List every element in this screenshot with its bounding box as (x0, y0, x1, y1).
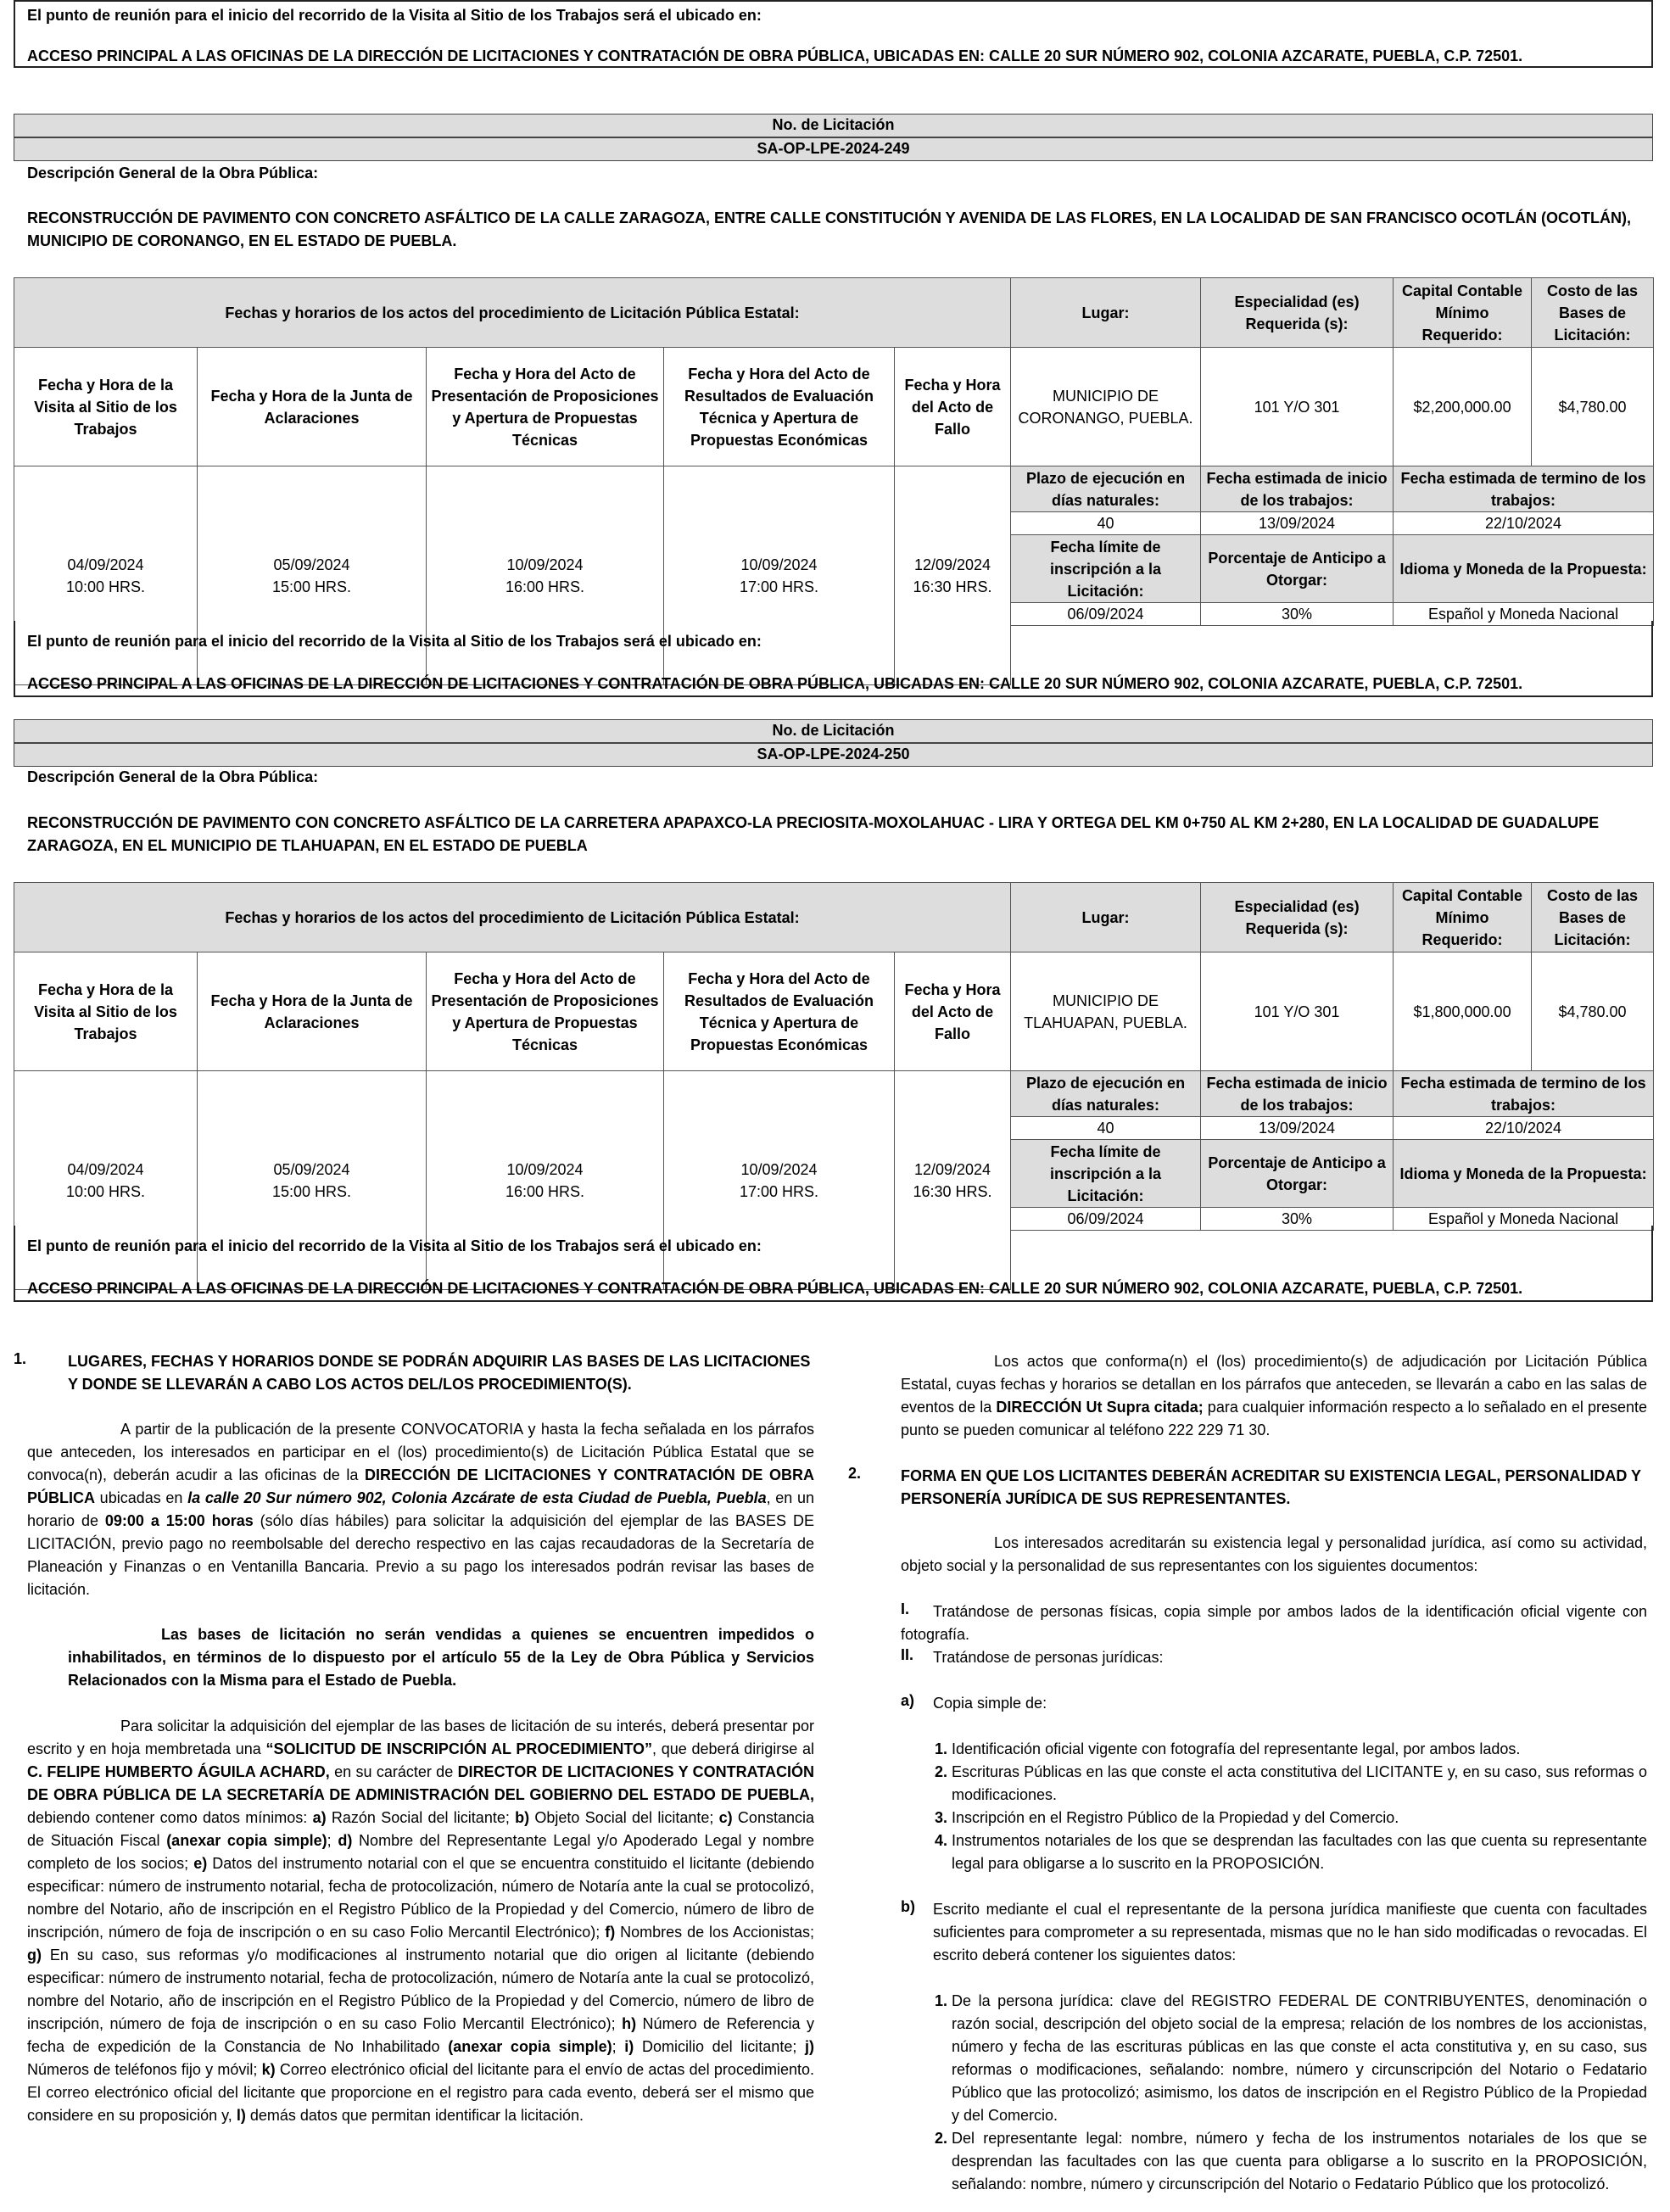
text-run-bold: DIRECCIÓN Ut Supra citada; (996, 1399, 1204, 1416)
text-run-bold: DIRECCIÓN DE LICITACIONES Y CONTRATACIÓN DE OBRA PÚBLICA (27, 1466, 814, 1506)
especialidad-value: 101 Y/O 301 (1201, 952, 1394, 1071)
section-1-number: 1. (14, 1350, 27, 1367)
meeting-address: ACCESO PRINCIPAL A LAS OFICINAS DE LA DIRECCIÓN DE LICITACIONES Y CONTRATACIÓN DE OBRA PÚBLICA, UBICADAS EN: CALLE 20 SUR NÚMERO 902, COLONIA AZCARATE, PUEBLA, C.P. 72501. (27, 1280, 1523, 1297)
section-1-paragraph-3 (27, 1715, 814, 2127)
text-run: en su carácter de (329, 1763, 458, 1780)
plazo-value: 40 (1011, 1117, 1201, 1140)
presentacion-header: Fecha y Hora del Acto de Presentación de Proposiciones y Apertura de Propuestas Técnicas (427, 348, 664, 466)
text-run: Domicilio del licitante; (634, 2038, 805, 2055)
a-text: Copia simple de: (933, 1695, 1047, 1712)
text-run-bold: b) (515, 1809, 530, 1826)
text-run: ubicadas en (95, 1489, 188, 1506)
costo-header: Costo de las Bases de Licitación: (1532, 278, 1654, 348)
text-run-bold: k) (261, 2061, 276, 2078)
text-run-bold: h) (622, 2015, 637, 2032)
roman-mark-2: II. (901, 1646, 914, 1663)
text-run-bold: “SOLICITUD DE INSCRIPCIÓN AL PROCEDIMIENTO” (265, 1740, 653, 1757)
b-list (931, 1990, 1647, 2196)
list-item: 4. Instrumentos notariales de los que se desprendan las facultades con las que cuenta su representante legal para obligarse a lo suscrito en la PROPOSICIÓN. (952, 1829, 1647, 1875)
text-run: Números de teléfonos fijo y móvil; (27, 2061, 262, 2078)
junta-header: Fecha y Hora de la Junta de Aclaraciones (198, 348, 427, 466)
junta-hora: 15:00 HRS. (271, 578, 352, 595)
text-run: Número de Referencia y fecha de expedición de la Constancia de No Inhabilitado (27, 2015, 814, 2055)
text-run-bold: (anexar copia simple) (166, 1832, 327, 1849)
meeting-address: ACCESO PRINCIPAL A LAS OFICINAS DE LA DIRECCIÓN DE LICITACIONES Y CONTRATACIÓN DE OBRA PÚBLICA, UBICADAS EN: CALLE 20 SUR NÚMERO 902, COLONIA AZCARATE, PUEBLA, C.P. 72501. (27, 675, 1523, 692)
limite-header: Fecha límite de inscripción a la Licitación: (1011, 1140, 1201, 1208)
fallo-fecha: 12/09/2024 (913, 1160, 991, 1178)
resultados-header: Fecha y Hora del Acto de Resultados de Evaluación Técnica y Apertura de Propuestas Económicas (664, 348, 895, 466)
text-run: Correo electrónico oficial del licitante para el envío de actas del procedimiento. El correo electrónico oficial del licitante que proporcione en el registro para cada evento, deberá ser el mismo que considere en su proposición y, (27, 2061, 814, 2124)
text-run: A partir de la publicación de la presente CONVOCATORIA y hasta la fecha señalada en los párrafos que anteceden, los interesados en participar en el (los) procedimiento(s) de Licitación Pública Estatal que se convoca(n), deberán acudir a las oficinas de la (27, 1421, 814, 1483)
b-mark: b) (901, 1898, 915, 1915)
text-run-bold-italic: la calle 20 Sur número 902, Colonia Azcárate de esta Ciudad de Puebla, Puebla (187, 1489, 767, 1506)
text-run: Nombres de los Accionistas; (615, 1924, 814, 1941)
anticipo-value: 30% (1201, 603, 1394, 626)
roman-text-1: Tratándose de personas físicas, copia simple por ambos lados de la identificación oficial vigente con fotografía. (901, 1603, 1647, 1643)
meeting-label: El punto de reunión para el inicio del recorrido de la Visita al Sitio de los Trabajos será el ubicado en: (27, 7, 762, 24)
capital-value: $2,200,000.00 (1394, 348, 1532, 466)
presentacion-hora: 16:00 HRS. (505, 578, 585, 595)
lugar-value: MUNICIPIO DE TLAHUAPAN, PUEBLA. (1011, 952, 1201, 1071)
text-run: debiendo contener como datos mínimos: (27, 1809, 313, 1826)
list-item: 1. Identificación oficial vigente con fotografía del representante legal, por ambos lados. (952, 1738, 1647, 1761)
visita-header: Fecha y Hora de la Visita al Sitio de los Trabajos (14, 952, 198, 1071)
text-run: Datos del instrumento notarial con el que se encuentra constituido el licitante (debiendo especificar: número de instrumento notarial, fecha de protocolización, número de Notaría ante la cual se protocolizó, nombre del Notario, año de inscripción en el Registro Público de la Propiedad y del Comercio, número de libro de inscripción, número de foja de inscripción o en su caso Folio Mercantil Electrónico); (27, 1855, 814, 1941)
b-text: Escrito mediante el cual el representante de la persona jurídica manifieste que cuenta con facultades suficientes para comprometer a su representada, mismas que no le han sido modificadas o revocadas. El escrito deberá contener los siguientes datos: (933, 1901, 1647, 1963)
text-run: Para solicitar la adquisición del ejemplar de las bases de licitación de su interés, deberá presentar por escrito y en hoja membretada una (27, 1718, 814, 1757)
text-run: Constancia de Situación Fiscal (27, 1809, 814, 1849)
text-run: Objeto Social del licitante; (529, 1809, 719, 1826)
section-2-intro: Los interesados acreditarán su existencia legal y personalidad jurídica, así como su actividad, objeto social y la personalidad de sus representantes con los siguientes documentos: (901, 1534, 1647, 1574)
fallo-header: Fecha y Hora del Acto de Fallo (895, 348, 1011, 466)
lugar-header: Lugar: (1011, 883, 1201, 952)
idioma-header: Idioma y Moneda de la Propuesta: (1394, 535, 1654, 603)
a-mark: a) (901, 1692, 915, 1709)
capital-header: Capital Contable Mínimo Requerido: (1394, 883, 1532, 952)
section-1-title: LUGARES, FECHAS Y HORARIOS DONDE SE PODRÁN ADQUIRIR LAS BASES DE LAS LICITACIONES Y DONDE SE LLEVARÁN A CABO LOS ACTOS DEL/LOS PROCEDIMIENTO(S). (68, 1353, 811, 1393)
meeting-label: El punto de reunión para el inicio del recorrido de la Visita al Sitio de los Trabajos será el ubicado en: (27, 1237, 762, 1254)
presentacion-hora: 16:00 HRS. (505, 1182, 585, 1200)
termino-value: 22/10/2024 (1394, 1117, 1654, 1140)
text-run-bold: j) (805, 2038, 814, 2055)
fechas-header: Fechas y horarios de los actos del procedimiento de Licitación Pública Estatal: (14, 278, 1011, 348)
resultados-fecha: 10/09/2024 (740, 556, 818, 573)
junta-fecha: 05/09/2024 (273, 1160, 350, 1178)
obra-description: RECONSTRUCCIÓN DE PAVIMENTO CON CONCRETO ASFÁLTICO DE LA CALLE ZARAGOZA, ENTRE CALLE CONSTITUCIÓN Y AVENIDA DE LAS FLORES, EN LA LOCALIDAD DE SAN FRANCISCO OCOTLÁN (OCOTLÁN), MUNICIPIO DE CORONANGO, EN EL ESTADO DE PUEBLA. (27, 209, 1632, 249)
fechas-header: Fechas y horarios de los actos del procedimiento de Licitación Pública Estatal: (14, 883, 1011, 952)
presentacion-fecha: 10/09/2024 (506, 1160, 584, 1178)
roman-text-2: Tratándose de personas jurídicas: (933, 1649, 1164, 1666)
termino-header: Fecha estimada de termino de los trabajos: (1394, 466, 1654, 512)
text-run: Los actos que conforma(n) el (los) procedimiento(s) de adjudicación por Licitación Pública Estatal, cuyas fechas y horarios se detallan en los párrafos que anteceden, se llevarán a cabo en las salas de eventos de la (901, 1353, 1647, 1416)
section-2-number: 2. (848, 1465, 862, 1482)
especialidad-header: Especialidad (es) Requerida (s): (1201, 883, 1394, 952)
a-list (931, 1738, 1647, 1875)
section-2-title: FORMA EN QUE LOS LICITANTES DEBERÁN ACREDITAR SU EXISTENCIA LEGAL, PERSONALIDAD Y PERSONERÍA JURÍDICA DE SUS REPRESENTANTES. (901, 1467, 1641, 1507)
visita-hora: 10:00 HRS. (65, 578, 146, 595)
plazo-value: 40 (1011, 512, 1201, 535)
resultados-hora: 17:00 HRS. (739, 1182, 819, 1200)
meeting-box-2 (14, 1226, 1653, 1302)
descripcion-label: Descripción General de la Obra Pública: (27, 768, 319, 785)
text-run-bold: c) (718, 1809, 733, 1826)
anticipo-header: Porcentaje de Anticipo a Otorgar: (1201, 1140, 1394, 1208)
especialidad-value: 101 Y/O 301 (1201, 348, 1394, 466)
idioma-header: Idioma y Moneda de la Propuesta: (1394, 1140, 1654, 1208)
idioma-value: Español y Moneda Nacional (1394, 603, 1654, 626)
costo-header: Costo de las Bases de Licitación: (1532, 883, 1654, 952)
text-run-bold: i) (624, 2038, 634, 2055)
text-run: En su caso, sus reformas y/o modificaciones al instrumento notarial que dio origen al licitante (debiendo especificar: número de instrumento notarial, fecha de protocolización, número de Notaría ante la cual se protocolizó, nombre del Notario, año de inscripción en el Registro Público de la Propiedad y del Comercio, número de libro de inscripción, número de foja de inscripción o en su caso Folio Mercantil Electrónico); (27, 1947, 814, 2032)
text-run-bold: C. FELIPE HUMBERTO ÁGUILA ACHARD, (27, 1763, 330, 1780)
especialidad-header: Especialidad (es) Requerida (s): (1201, 278, 1394, 348)
text-run: para cualquier información respecto a lo señalado en el presente punto se pueden comunicar al teléfono 222 229 71 30. (901, 1399, 1648, 1438)
meeting-label: El punto de reunión para el inicio del recorrido de la Visita al Sitio de los Trabajos será el ubicado en: (27, 633, 762, 650)
licitacion-number-bar: SA-OP-LPE-2024-250 (14, 743, 1653, 767)
text-run: (sólo días hábiles) para solicitar la adquisición del ejemplar de las BASES DE LICITACIÓN, previo pago no reembolsable del derecho respectivo en las cajas recaudadoras de la Secretaría de Planeación y Finanzas o en Ventanilla Bancaria. Previo a su pago los interesados podrán revisar las bases de licitación. (27, 1512, 814, 1598)
text-run-bold: 09:00 a 15:00 horas (104, 1512, 254, 1529)
section-1-paragraph-2: Las bases de licitación no serán vendidas a quienes se encuentren impedidos o inhabilitados, en términos de lo dispuesto por el artículo 55 de la Ley de Obra Pública y Servicios Relacionados con la Misma para el Estado de Puebla. (68, 1626, 814, 1689)
lugar-value: MUNICIPIO DE CORONANGO, PUEBLA. (1011, 348, 1201, 466)
inicio-value: 13/09/2024 (1201, 512, 1394, 535)
descripcion-label: Descripción General de la Obra Pública: (27, 165, 319, 182)
inicio-header: Fecha estimada de inicio de los trabajos: (1201, 1071, 1394, 1117)
list-item: 3. Inscripción en el Registro Público de la Propiedad y del Comercio. (952, 1807, 1647, 1829)
inicio-header: Fecha estimada de inicio de los trabajos: (1201, 466, 1394, 512)
text-run-bold: l) (236, 2107, 246, 2124)
text-run: ; (327, 1832, 338, 1849)
text-run: , en un horario de (27, 1489, 815, 1529)
fallo-hora: 16:30 HRS. (913, 578, 992, 595)
roman-mark-1: I. (901, 1600, 910, 1617)
text-run-bold: (anexar copia simple) (448, 2038, 612, 2055)
lugar-header: Lugar: (1011, 278, 1201, 348)
termino-header: Fecha estimada de termino de los trabajos: (1394, 1071, 1654, 1117)
licitacion-number-bar: SA-OP-LPE-2024-249 (14, 137, 1653, 161)
list-item: 2. Escrituras Públicas en las que conste el acta constitutiva del LICITANTE y, en su caso, sus reformas o modificaciones. (952, 1761, 1647, 1807)
text-run: , que deberá dirigirse al (652, 1740, 814, 1757)
costo-value: $4,780.00 (1532, 952, 1654, 1071)
obra-description: RECONSTRUCCIÓN DE PAVIMENTO CON CONCRETO ASFÁLTICO DE LA CARRETERA APAPAXCO-LA PRECIOSITA-MOXOLAHUAC - LIRA Y ORTEGA DEL KM 0+750 AL KM 2+280, EN LA LOCALIDAD DE GUADALUPE ZARAGOZA, EN EL MUNICIPIO DE TLAHUAPAN, EN EL ESTADO DE PUEBLA (27, 814, 1600, 854)
plazo-header: Plazo de ejecución en días naturales: (1011, 1071, 1201, 1117)
meeting-address: ACCESO PRINCIPAL A LAS OFICINAS DE LA DIRECCIÓN DE LICITACIONES Y CONTRATACIÓN DE OBRA PÚBLICA, UBICADAS EN: CALLE 20 SUR NÚMERO 902, COLONIA AZCARATE, PUEBLA, C.P. 72501. (27, 47, 1523, 64)
capital-header: Capital Contable Mínimo Requerido: (1394, 278, 1532, 348)
text-run-bold: a) (312, 1809, 327, 1826)
fallo-header: Fecha y Hora del Acto de Fallo (895, 952, 1011, 1071)
limite-value: 06/09/2024 (1011, 1208, 1201, 1231)
junta-fecha: 05/09/2024 (273, 556, 350, 573)
text-run: Razón Social del licitante; (326, 1809, 516, 1826)
list-item: 1. De la persona jurídica: clave del REGISTRO FEDERAL DE CONTRIBUYENTES, denominación o razón social, descripción del objeto social de la empresa; relación de los nombres de los accionistas, número y fecha de las escrituras públicas en las que conste el acta constitutiva y, en su caso, sus reformas o modificaciones, señalando: nombre, número y circunscripción del Notario o Fedatario Público que las protocolizó; asimismo, los datos de inscripción en el Registro Público de la Propiedad y del Comercio. (952, 1990, 1647, 2127)
text-run: Nombre del Representante Legal y/o Apoderado Legal y nombre completo de los socios; (27, 1832, 814, 1872)
inicio-value: 13/09/2024 (1201, 1117, 1394, 1140)
text-run-bold: e) (193, 1855, 208, 1872)
text-run: ; (612, 2038, 625, 2055)
section-1-paragraph-1 (27, 1418, 814, 1601)
junta-hora: 15:00 HRS. (271, 1182, 352, 1200)
resultados-fecha: 10/09/2024 (740, 1160, 818, 1178)
capital-value: $1,800,000.00 (1394, 952, 1532, 1071)
resultados-header: Fecha y Hora del Acto de Resultados de Evaluación Técnica y Apertura de Propuestas Económicas (664, 952, 895, 1071)
visita-hora: 10:00 HRS. (65, 1182, 146, 1200)
presentacion-header: Fecha y Hora del Acto de Presentación de Proposiciones y Apertura de Propuestas Técnicas (427, 952, 664, 1071)
text-run-bold: f) (605, 1924, 616, 1941)
idioma-value: Español y Moneda Nacional (1394, 1208, 1654, 1231)
termino-value: 22/10/2024 (1394, 512, 1654, 535)
anticipo-header: Porcentaje de Anticipo a Otorgar: (1201, 535, 1394, 603)
meeting-box-1 (14, 621, 1653, 697)
presentacion-fecha: 10/09/2024 (506, 556, 584, 573)
text-run-bold: d) (338, 1832, 353, 1849)
resultados-hora: 17:00 HRS. (739, 578, 819, 595)
plazo-header: Plazo de ejecución en días naturales: (1011, 466, 1201, 512)
visita-fecha: 04/09/2024 (67, 556, 144, 573)
costo-value: $4,780.00 (1532, 348, 1654, 466)
licitacion-label-bar: No. de Licitación (14, 719, 1653, 743)
list-item: 2. Del representante legal: nombre, número y fecha de los instrumentos notariales de los que se desprendan las facultades con las que cuenta para obligarse a lo suscrito en la PROPOSICIÓN, señalando: nombre, número y circunscripción del Notario o Fedatario Público que los protocolizó. (952, 2127, 1647, 2196)
junta-header: Fecha y Hora de la Junta de Aclaraciones (198, 952, 427, 1071)
limite-value: 06/09/2024 (1011, 603, 1201, 626)
text-run-bold: g) (27, 1947, 42, 1963)
meeting-box-top (14, 0, 1653, 68)
text-run-bold: DIRECTOR DE LICITACIONES Y CONTRATACIÓN DE OBRA PÚBLICA DE LA SECRETARÍA DE ADMINISTRACIÓN DEL GOBIERNO DEL ESTADO DE PUEBLA, (27, 1763, 814, 1803)
text-run: demás datos que permitan identificar la licitación. (245, 2107, 584, 2124)
fallo-fecha: 12/09/2024 (913, 556, 991, 573)
visita-fecha: 04/09/2024 (67, 1160, 144, 1178)
visita-header: Fecha y Hora de la Visita al Sitio de los Trabajos (14, 348, 198, 466)
limite-header: Fecha límite de inscripción a la Licitación: (1011, 535, 1201, 603)
licitacion-label-bar: No. de Licitación (14, 114, 1653, 137)
actos-paragraph (901, 1350, 1647, 1442)
anticipo-value: 30% (1201, 1208, 1394, 1231)
fallo-hora: 16:30 HRS. (913, 1182, 992, 1200)
